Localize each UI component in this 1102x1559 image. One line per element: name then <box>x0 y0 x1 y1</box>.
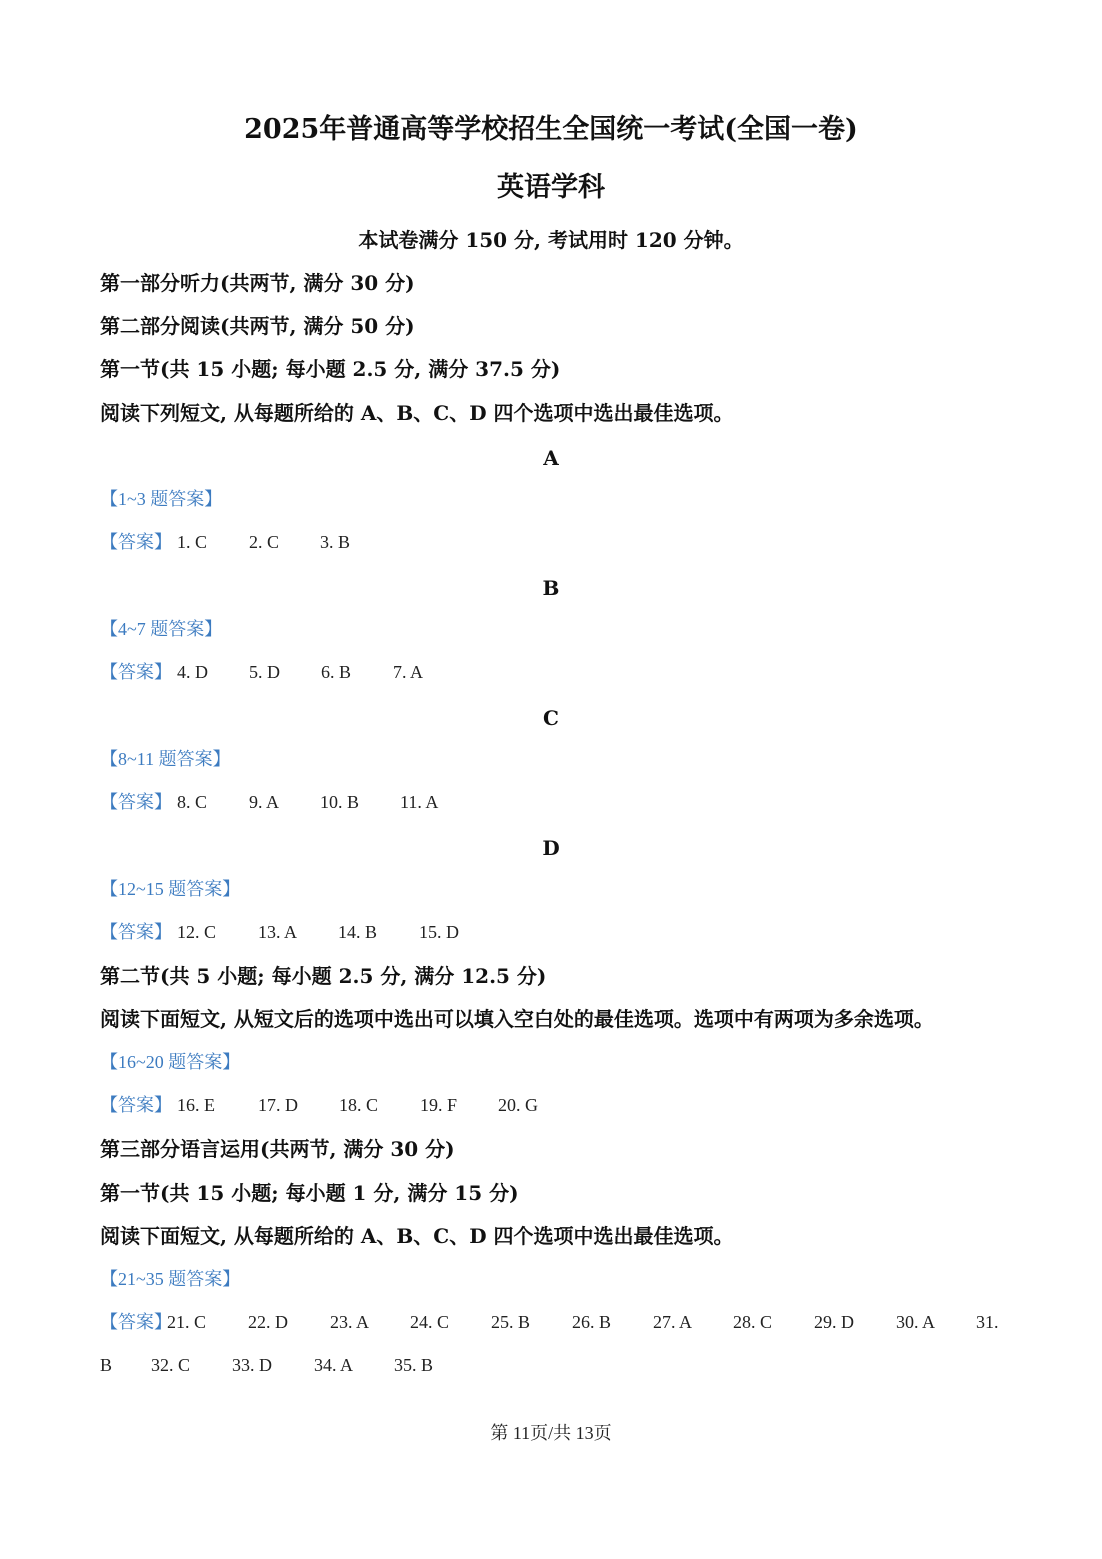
part2-section1-heading: 第一节(共 15 小题; 每小题 2.5 分, 满分 37.5 分) <box>100 357 561 381</box>
passage-letter: C <box>543 706 559 730</box>
answer-item: 26. B <box>572 1312 612 1332</box>
answer-item: 12. C <box>177 922 217 942</box>
answer-item: 5. D <box>249 662 280 682</box>
question-range-label: 【1~3 题答案】 <box>100 489 223 509</box>
answer-row <box>100 1096 1000 1118</box>
answer-item: 19. F <box>420 1095 458 1115</box>
part3-section1-heading: 第一节(共 15 小题; 每小题 1 分, 满分 15 分) <box>100 1181 519 1205</box>
answer-item: 32. C <box>151 1355 191 1375</box>
question-range-label: 【8~11 题答案】 <box>100 749 231 769</box>
part3-heading: 第三部分语言运用(共两节, 满分 30 分) <box>100 1137 455 1161</box>
answer-row-continued <box>100 1356 1000 1378</box>
passage-letter: A <box>543 446 559 470</box>
part1-heading: 第一部分听力(共两节, 满分 30 分) <box>100 271 415 295</box>
answer-tag: 【答案】 <box>100 792 172 812</box>
question-range-label: 【12~15 题答案】 <box>100 879 241 899</box>
answer-item: 27. A <box>653 1312 693 1332</box>
answer-tag: 【答案】 <box>100 1312 172 1332</box>
answer-item: 15. D <box>419 922 459 942</box>
exam-title: 2025年普通高等学校招生全国统一考试(全国一卷) <box>244 114 858 145</box>
answer-item: 2. C <box>249 532 280 552</box>
answer-item: 6. B <box>321 662 352 682</box>
answer-item: 29. D <box>814 1312 854 1332</box>
answer-tag: 【答案】 <box>100 1095 172 1115</box>
answer-item: 34. A <box>314 1355 354 1375</box>
part2-section2-instruction: 阅读下面短文, 从短文后的选项中选出可以填入空白处的最佳选项。选项中有两项为多余选项。 <box>100 1007 934 1031</box>
answer-item: 31. <box>976 1312 999 1332</box>
exam-info: 本试卷满分 150 分, 考试用时 120 分钟。 <box>358 228 744 252</box>
answer-item: 35. B <box>394 1355 434 1375</box>
question-range-label: 【16~20 题答案】 <box>100 1052 241 1072</box>
page-footer: 第 11页/共 13页 <box>490 1423 612 1443</box>
answer-item: 4. D <box>177 662 208 682</box>
answer-row <box>100 923 1000 945</box>
answer-item: 11. A <box>400 792 439 812</box>
part2-heading: 第二部分阅读(共两节, 满分 50 分) <box>100 314 415 338</box>
part2-section1-instruction: 阅读下列短文, 从每题所给的 A、B、C、D 四个选项中选出最佳选项。 <box>100 401 734 425</box>
answer-item: 17. D <box>258 1095 298 1115</box>
answer-item: 10. B <box>320 792 360 812</box>
passage-letter: D <box>542 836 560 860</box>
answer-item: 1. C <box>177 532 208 552</box>
question-range-label: 【21~35 题答案】 <box>100 1269 241 1289</box>
answer-item: 24. C <box>410 1312 450 1332</box>
answer-item: 3. B <box>320 532 351 552</box>
answer-row <box>100 663 1000 685</box>
answer-tag: 【答案】 <box>100 922 172 942</box>
answer-item: 18. C <box>339 1095 379 1115</box>
part2-section2-heading: 第二节(共 5 小题; 每小题 2.5 分, 满分 12.5 分) <box>100 964 547 988</box>
question-range-label: 【4~7 题答案】 <box>100 619 223 639</box>
answer-item: 21. C <box>167 1312 207 1332</box>
answer-item: 25. B <box>491 1312 531 1332</box>
answer-item: 8. C <box>177 792 208 812</box>
answer-item: 23. A <box>330 1312 370 1332</box>
answer-row <box>100 793 1000 815</box>
subject-heading: 英语学科 <box>497 172 605 203</box>
answer-tag: 【答案】 <box>100 532 172 552</box>
answer-item: 7. A <box>393 662 424 682</box>
answer-item: 33. D <box>232 1355 272 1375</box>
answer-row <box>100 1313 1010 1335</box>
answer-item: B <box>100 1355 113 1375</box>
answer-tag: 【答案】 <box>100 662 172 682</box>
answer-item: 30. A <box>896 1312 936 1332</box>
answer-item: 22. D <box>248 1312 288 1332</box>
answer-item: 14. B <box>338 922 378 942</box>
answer-item: 20. G <box>498 1095 538 1115</box>
answer-item: 13. A <box>258 922 298 942</box>
answer-item: 16. E <box>177 1095 215 1115</box>
answer-item: 28. C <box>733 1312 773 1332</box>
answer-row <box>100 533 1000 555</box>
passage-letter: B <box>542 576 560 600</box>
answer-item: 9. A <box>249 792 280 812</box>
part3-section1-instruction: 阅读下面短文, 从每题所给的 A、B、C、D 四个选项中选出最佳选项。 <box>100 1224 734 1248</box>
